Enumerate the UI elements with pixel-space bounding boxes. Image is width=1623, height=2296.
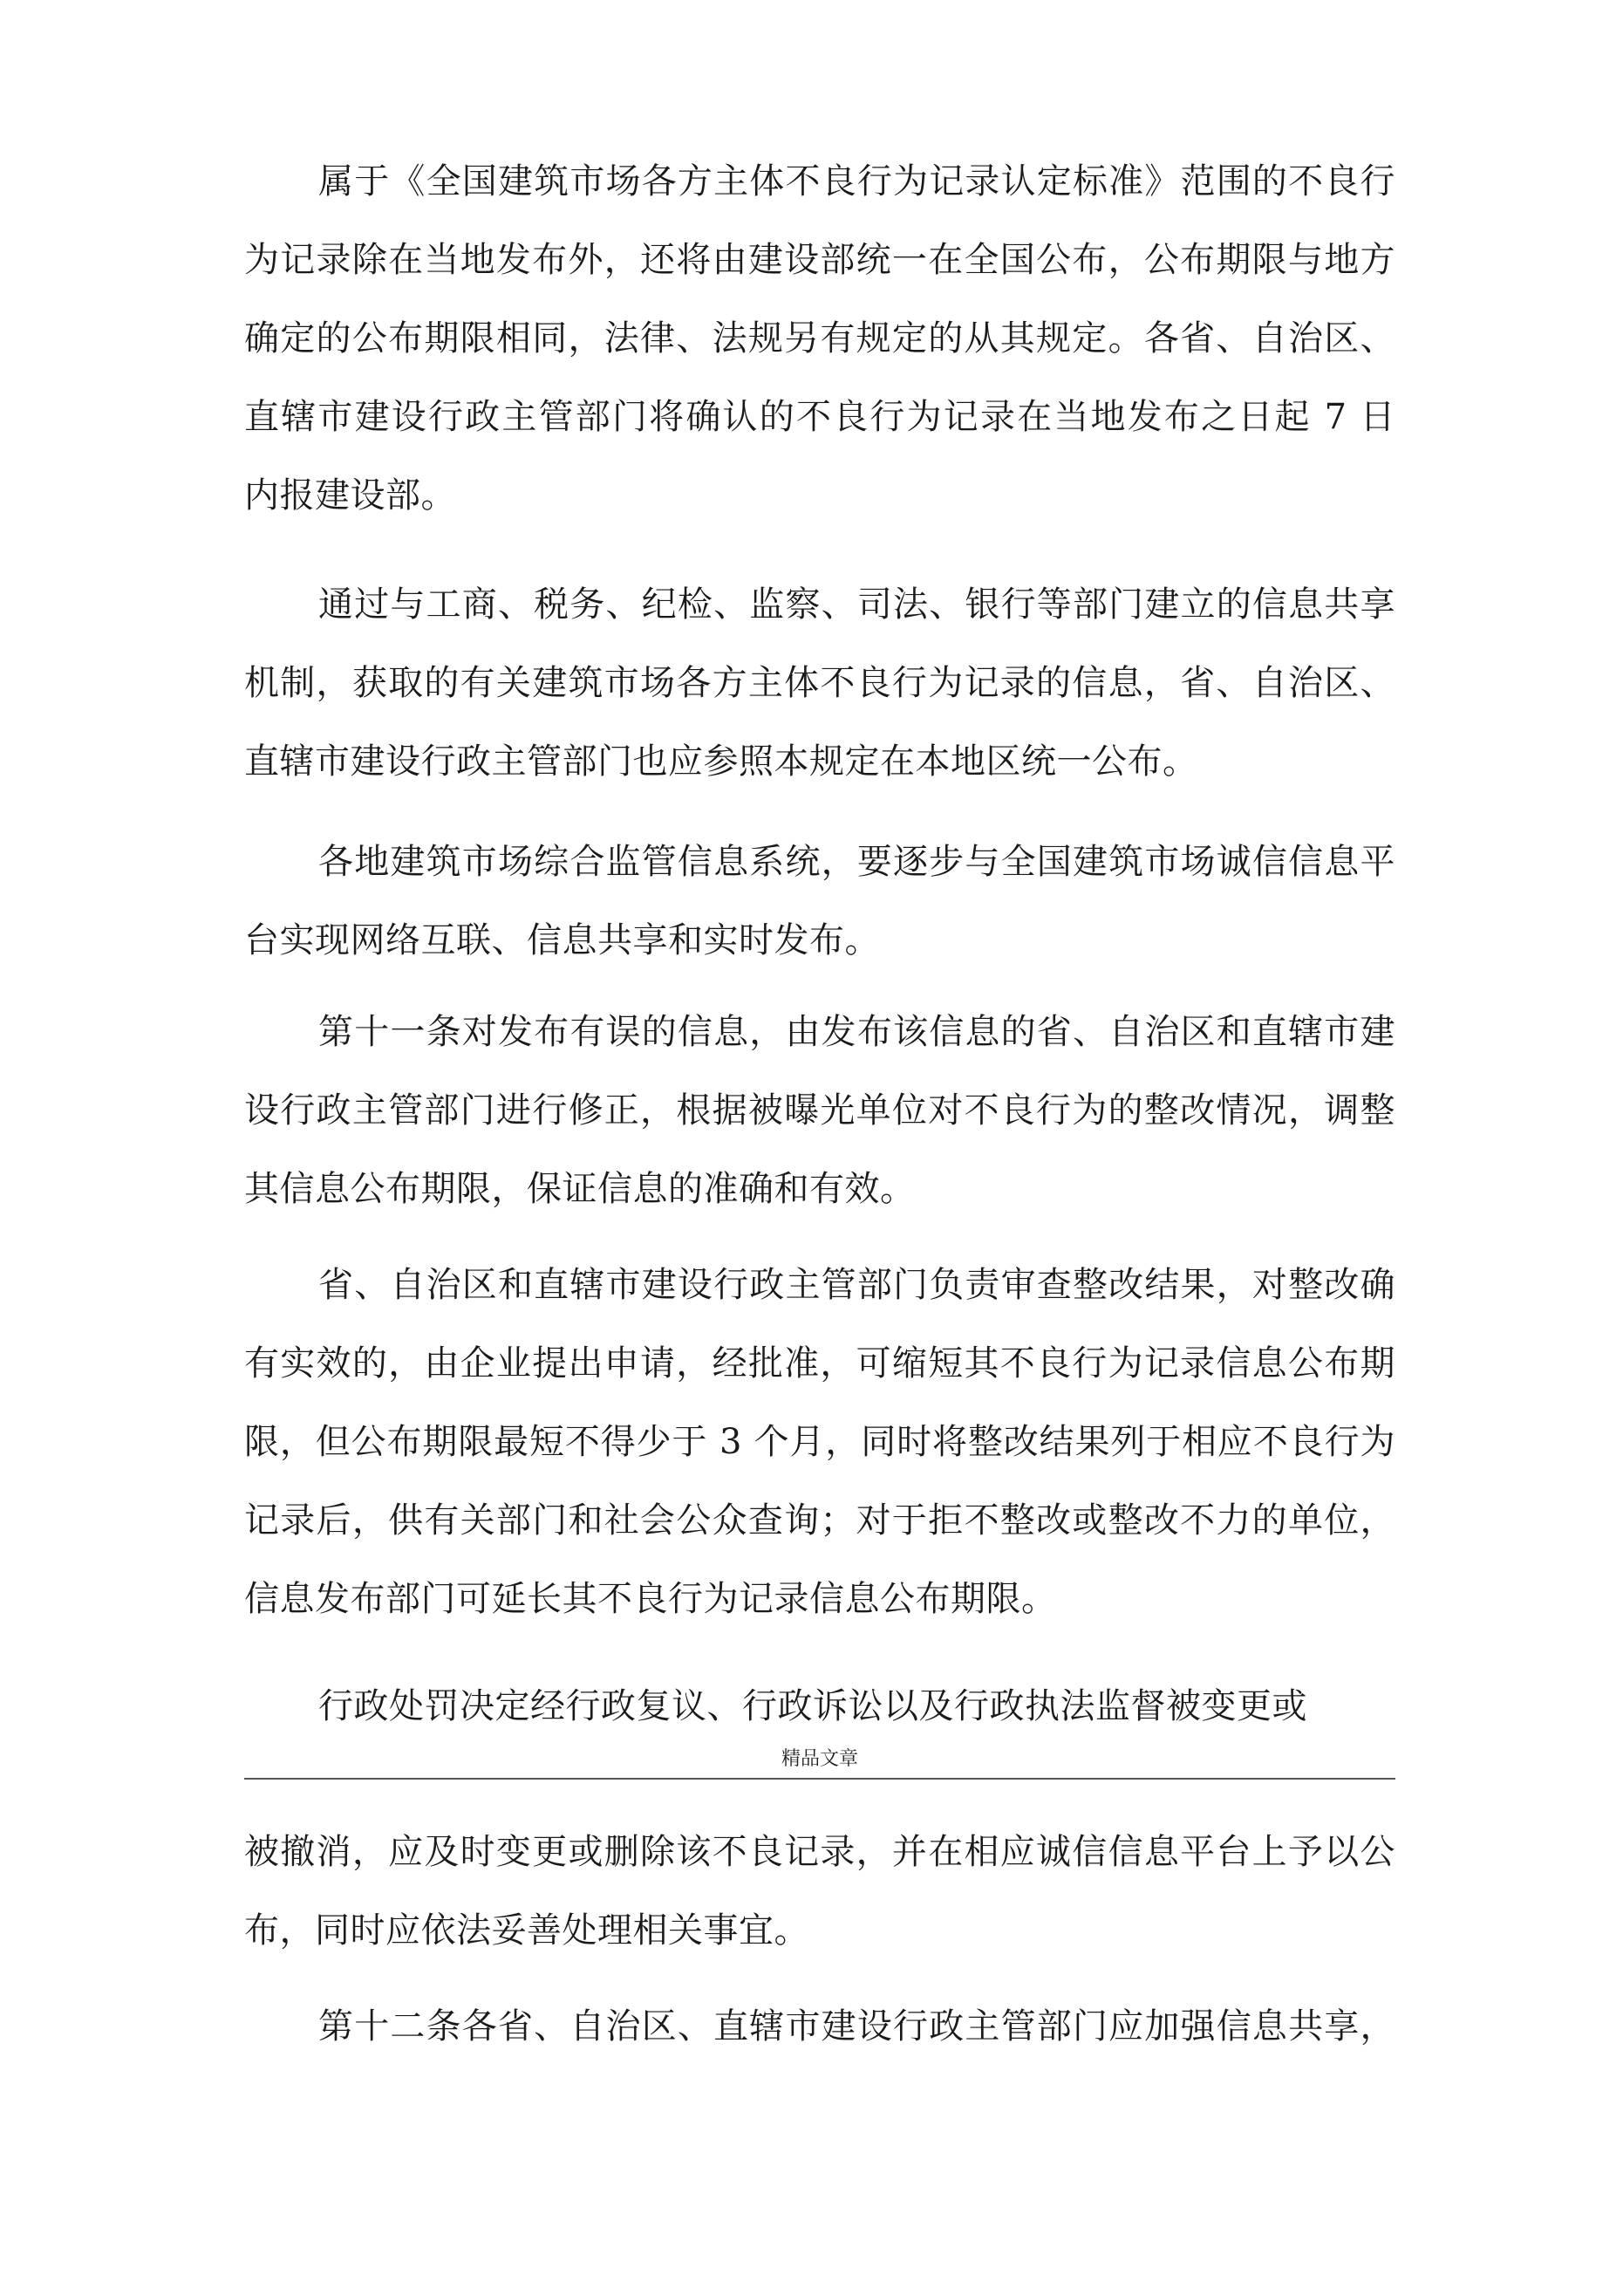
text-line: 行政处罚决定经行政复议、行政诉讼以及行政执法监督被变更或 (318, 1686, 1307, 1726)
text-line: 省、自治区和直辖市建设行政主管部门负责审查整改结果，对整改确 (318, 1265, 1395, 1305)
text-line: 直辖市建设行政主管部门将确认的不良行为记录在当地发布之日起 7 日 (244, 397, 1395, 437)
text-line: 为记录除在当地发布外，还将由建设部统一在全国公布，公布期限与地方 (244, 240, 1395, 280)
footer-rule (244, 1778, 1395, 1780)
text-line: 属于《全国建筑市场各方主体不良行为记录认定标准》范围的不良行 (318, 161, 1395, 202)
text-line: 设行政主管部门进行修正，根据被曝光单位对不良行为的整改情况，调整 (244, 1090, 1395, 1131)
text-line: 各地建筑市场综合监管信息系统，要逐步与全国建筑市场诚信信息平 (318, 842, 1395, 882)
text-line: 台实现网络互联、信息共享和实时发布。 (244, 920, 880, 960)
text-line: 布，同时应依法妥善处理相关事宜。 (244, 1910, 809, 1951)
text-line: 内报建设部。 (244, 475, 456, 516)
footer-label: 精品文章 (781, 1748, 858, 1770)
text-line: 其信息公布期限，保证信息的准确和有效。 (244, 1169, 916, 1209)
text-line: 限，但公布期限最短不得少于 3 个月，同时将整改结果列于相应不良行为 (244, 1422, 1395, 1462)
text-line: 机制，获取的有关建筑市场各方主体不良行为记录的信息，省、自治区、 (244, 663, 1395, 703)
text-line: 记录后，供有关部门和社会公众查询；对于拒不整改或整改不力的单位， (244, 1500, 1395, 1541)
text-line: 确定的公布期限相同，法律、法规另有规定的从其规定。各省、自治区、 (244, 318, 1395, 359)
text-line: 有实效的，由企业提出申请，经批准，可缩短其不良行为记录信息公布期 (244, 1343, 1395, 1384)
text-line: 通过与工商、税务、纪检、监察、司法、银行等部门建立的信息共享 (318, 584, 1395, 625)
text-line: 被撤消，应及时变更或删除该不良记录，并在相应诚信信息平台上予以公 (244, 1832, 1395, 1872)
text-line: 第十一条对发布有误的信息，由发布该信息的省、自治区和直辖市建 (318, 1012, 1395, 1052)
text-line: 直辖市建设行政主管部门也应参照本规定在本地区统一公布。 (244, 741, 1198, 782)
text-line: 信息发布部门可延长其不良行为记录信息公布期限。 (244, 1579, 1057, 1619)
text-line: 第十二条各省、自治区、直辖市建设行政主管部门应加强信息共享， (318, 2006, 1395, 2047)
